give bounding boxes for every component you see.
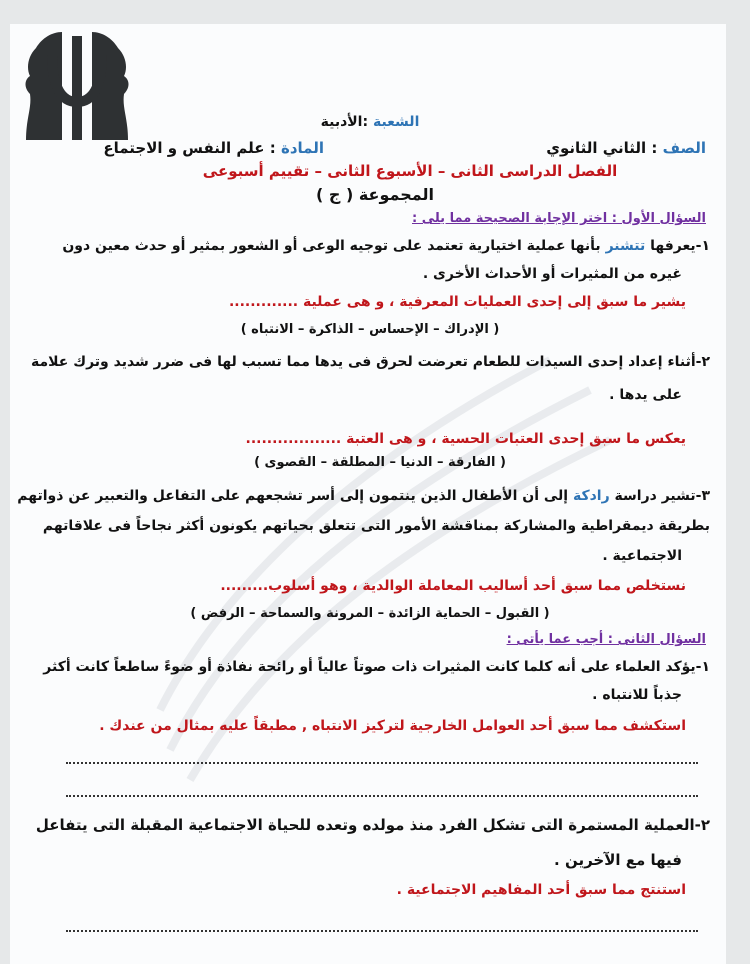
q1-item1-line1	[62, 236, 710, 256]
q1-item1-choices: ( الإدراك – الإحساس – الذاكرة – الانتباه )	[240, 322, 500, 337]
q1-item3-line3: الاجتماعية .	[602, 548, 682, 564]
q2-item2-prompt: استنتج مما سبق أحد المفاهيم الاجتماعية .	[396, 882, 686, 898]
q1-item2-prompt: يعكس ما سبق إحدى العتبات الحسية ، و هى العتبة ..................	[245, 431, 686, 447]
q1-item3-prompt: نستخلص مما سبق أحد أساليب المعاملة الوالدية ، وهو أسلوب.........	[220, 578, 686, 594]
q2-item2-num: ٢-	[694, 816, 710, 834]
q1-item1-prompt: يشير ما سبق إلى إحدى العمليات المعرفية ، و هى عملية .............	[228, 294, 686, 310]
q1-item1-rest: بأنها عملية اختيارية تعتمد على توجيه الوعى أو الشعور بمثير أو حدث معين دون	[62, 238, 606, 254]
answer-line-2[interactable]	[66, 795, 698, 797]
q2-item1-text: يؤكد العلماء على أنه كلما كانت المثيرات ذات صوتاً عالياً أو رائحة نفاذة أو ضوءً ساطعاً كانت أكثر	[43, 659, 696, 675]
subject-label: المادة	[280, 139, 324, 157]
q2-item2-line1	[36, 815, 710, 835]
q1-item2-num: ٢-	[695, 354, 710, 370]
q1-item2-line2: على يدها .	[609, 387, 682, 403]
q1-item2-choices: ( الفارقة – الدنيا – المطلقة – القصوى )	[254, 455, 506, 470]
q1-item3-num: ٣-	[695, 488, 710, 504]
answer-line-3[interactable]	[66, 930, 698, 932]
term-line: الفصل الدراسى الثانى – الأسبوع الثانى – تقييم أسبوعى	[202, 162, 618, 180]
q2-item2-text: العملية المستمرة التى تشكل الفرد منذ مولده وتعده للحياة الاجتماعية المقبلة التى يتفاعل	[35, 816, 695, 834]
q1-item2-line1	[31, 352, 710, 372]
q2-item1-prompt: استكشف مما سبق أحد العوامل الخارجية لتركيز الانتباه , مطبقاً عليه بمثال من عندك .	[99, 718, 686, 734]
q2-title: السؤال الثانى : أجب عما يأتى :	[506, 632, 706, 647]
subject-line	[103, 138, 324, 158]
psi-faces-logo-icon	[22, 28, 132, 143]
q1-item1-pre: يعرفها	[645, 238, 696, 254]
branch-line	[280, 114, 460, 130]
answer-line-1[interactable]	[66, 762, 698, 764]
grade-line	[546, 138, 706, 158]
q1-item3-highlight: رادكة	[572, 488, 610, 504]
q1-item3-rest: إلى أن الأطفال الذين ينتمون إلى أسر تشجعهم على التفاعل والتعبير عن ذواتهم	[17, 488, 573, 504]
subject-value: : علم النفس و الاجتماع	[103, 139, 276, 157]
q1-item1-num: ١-	[695, 238, 710, 254]
branch-value: :الأدبية	[320, 114, 369, 130]
q1-item1-line2: غيره من المثيرات أو الأحداث الأخرى .	[422, 266, 682, 282]
q1-item3-line2: بطريقة ديمقراطية والمشاركة بمناقشة الأمور التى تتعلق بحياتهم يكونون أكثر نجاحاً فى علاقاتهم	[42, 518, 710, 534]
q1-item3-choices: ( القبول – الحماية الزائدة – المرونة والسماحة – الرفض )	[190, 606, 550, 621]
group-label: المجموعة ( ج )	[315, 185, 434, 204]
q1-item1-highlight: تتشنر	[605, 238, 646, 254]
q1-item2-text: أثناء إعداد إحدى السيدات للطعام تعرضت لحرق فى يدها مما تسبب لها فى ضرر شديد وترك علامة	[31, 354, 696, 370]
q2-item1-line2: جذباً للانتباه .	[592, 687, 682, 703]
q2-item2-line2: فيها مع الآخرين .	[554, 851, 682, 869]
q1-item3-line1	[17, 486, 710, 506]
q2-item1-num: ١-	[695, 659, 710, 675]
branch-label: الشعبة	[372, 114, 420, 130]
q2-item1-line1	[43, 657, 710, 677]
grade-value: : الثاني الثانوي	[546, 139, 658, 157]
grade-label: الصف	[662, 139, 706, 157]
q1-item3-pre: تشير دراسة	[609, 488, 696, 504]
q1-title: السؤال الأول : اختر الإجابة الصحيحة مما يلى :	[412, 211, 706, 226]
